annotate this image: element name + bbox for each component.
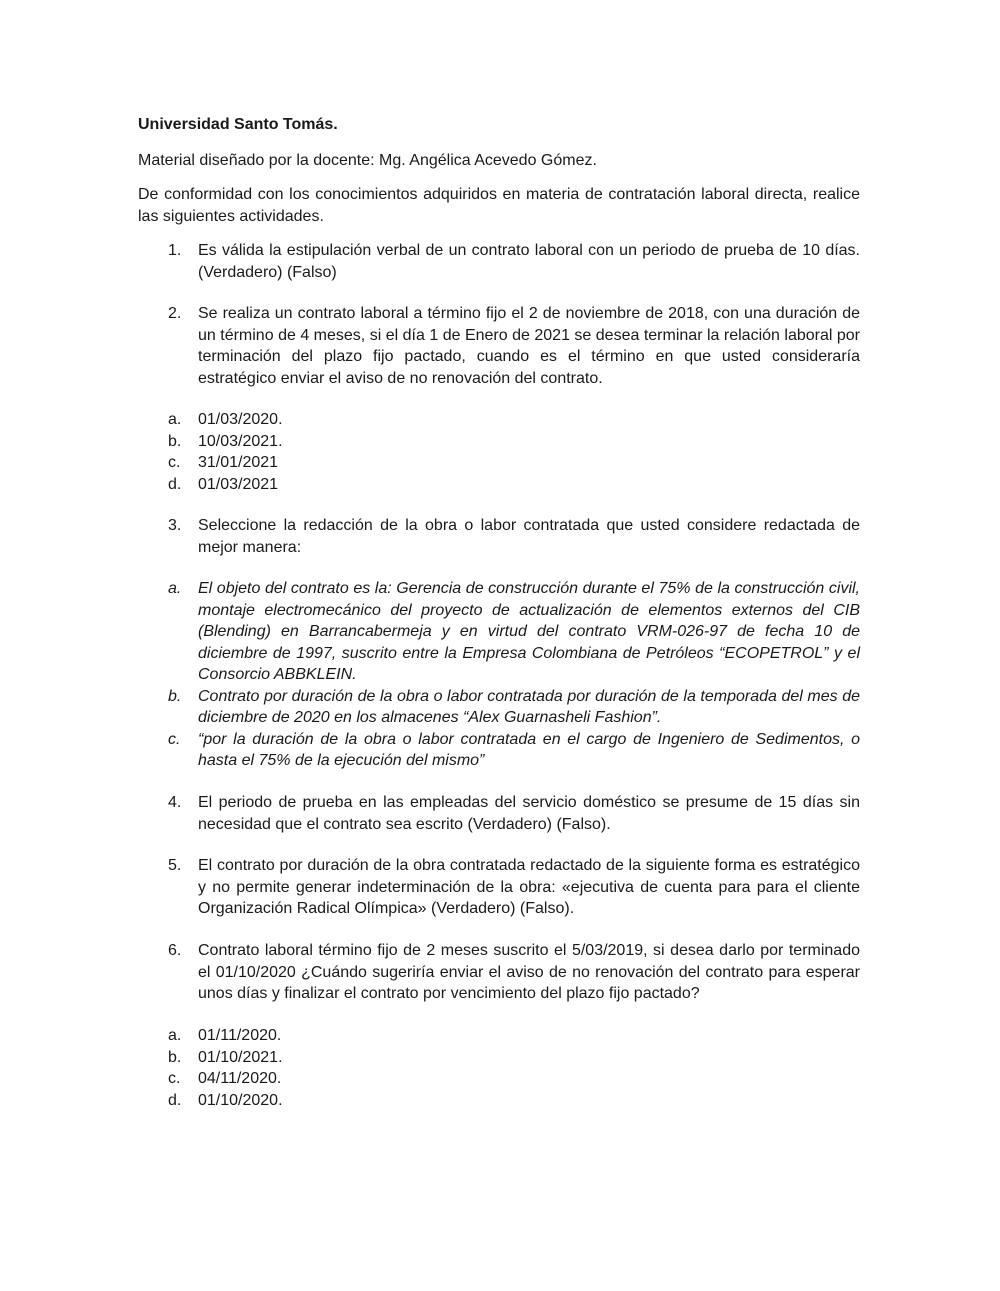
option-text: 04/11/2020.	[198, 1070, 282, 1087]
option-text: 01/11/2020.	[198, 1027, 282, 1044]
question-number: 6.	[168, 942, 182, 959]
question-number: 3.	[168, 517, 182, 534]
question-3-options	[138, 578, 860, 772]
option-text: 01/10/2020.	[198, 1091, 283, 1109]
option-item	[138, 578, 860, 686]
option-item	[138, 1025, 860, 1047]
question-6-options	[138, 1025, 860, 1111]
question-4	[138, 792, 860, 835]
question-text: Se realiza un contrato laboral a término fijo el 2 de noviembre de 2018, con una duración de un término de 4 meses, si el día 1 de Enero de 2021 se desea terminar la relación laboral por terminación del plazo fijo pactado, cuando es el término en que usted consideraría estratégico enviar el aviso de no renovación del contrato.	[198, 305, 860, 387]
question-number: 1.	[168, 242, 182, 259]
question-text: El contrato por duración de la obra contratada redactado de la siguiente forma es estratégico y no permite generar indeterminación de la obra: «ejecutiva de cuenta para para el cliente Organización Radical Olímpica» (Verdadero) (Falso).	[198, 857, 860, 917]
option-letter: d.	[168, 1091, 182, 1109]
option-letter: a.	[168, 580, 182, 597]
option-text: “por la duración de la obra o labor contratada en el cargo de Ingeniero de Sedimentos, o hasta el 75% de la ejecución del mismo”	[198, 730, 860, 769]
option-text: 01/03/2021	[198, 475, 279, 493]
question-number: 2.	[168, 305, 182, 322]
option-letter: d.	[168, 475, 182, 493]
option-item	[138, 1090, 860, 1112]
document-title: Universidad Santo Tomás.	[138, 116, 338, 133]
option-letter: c.	[168, 1070, 181, 1087]
option-item	[138, 1068, 860, 1090]
option-item	[138, 409, 860, 431]
question-3	[138, 515, 860, 558]
question-number: 5.	[168, 857, 182, 874]
option-text: El objeto del contrato es la: Gerencia de construcción durante el 75% de la construcción civil, montaje electromecánico del proyecto de actualización de elementos externos del CIB (Blending) en Barrancabermeja y en virtud del contrato VRM-026-97 de fecha 10 de diciembre de 1997, suscrito entre la Empresa Colombiana de Petróleos “ECOPETROL” y el Consorcio ABBKLEIN.	[198, 580, 860, 683]
intro-paragraph: De conformidad con los conocimientos adquiridos en materia de contratación laboral directa, realice las siguientes actividades.	[138, 186, 860, 225]
question-text: Contrato laboral término fijo de 2 meses suscrito el 5/03/2019, si desea darlo por terminado el 01/10/2020 ¿Cuándo sugeriría enviar el aviso de no renovación del contrato para esperar unos días y finalizar el contrato por vencimiento del plazo fijo pactado?	[198, 942, 860, 1002]
option-item	[138, 452, 860, 474]
option-text: Contrato por duración de la obra o labor contratada por duración de la temporada del mes de diciembre de 2020 en los almacenes “Alex Guarnasheli Fashion”.	[198, 687, 860, 726]
option-letter: b.	[168, 432, 182, 450]
option-item	[138, 729, 860, 772]
author-line: Material diseñado por la docente: Mg. Angélica Acevedo Gómez.	[138, 152, 597, 169]
question-5	[138, 855, 860, 920]
question-1	[138, 240, 860, 283]
question-2-options	[138, 409, 860, 495]
option-letter: c.	[168, 730, 181, 748]
question-text: El periodo de prueba en las empleadas del servicio doméstico se presume de 15 días sin necesidad que el contrato sea escrito (Verdadero) (Falso).	[198, 794, 860, 833]
option-letter: b.	[168, 687, 182, 705]
question-text: Seleccione la redacción de la obra o labor contratada que usted considere redactada de mejor manera:	[198, 517, 860, 556]
option-text: 31/01/2021	[198, 454, 279, 471]
question-6	[138, 940, 860, 1005]
option-letter: a.	[168, 1027, 182, 1044]
option-item	[138, 431, 860, 453]
option-item	[138, 686, 860, 729]
question-2	[138, 303, 860, 389]
question-text: Es válida la estipulación verbal de un contrato laboral con un periodo de prueba de 10 días. (Verdadero) (Falso)	[198, 242, 860, 281]
option-letter: b.	[168, 1048, 182, 1066]
option-item	[138, 474, 860, 496]
option-letter: c.	[168, 454, 181, 471]
option-text: 10/03/2021.	[198, 432, 283, 450]
option-text: 01/03/2020.	[198, 411, 283, 428]
option-letter: a.	[168, 411, 182, 428]
question-number: 4.	[168, 794, 182, 811]
option-text: 01/10/2021.	[198, 1048, 283, 1066]
option-item	[138, 1047, 860, 1069]
